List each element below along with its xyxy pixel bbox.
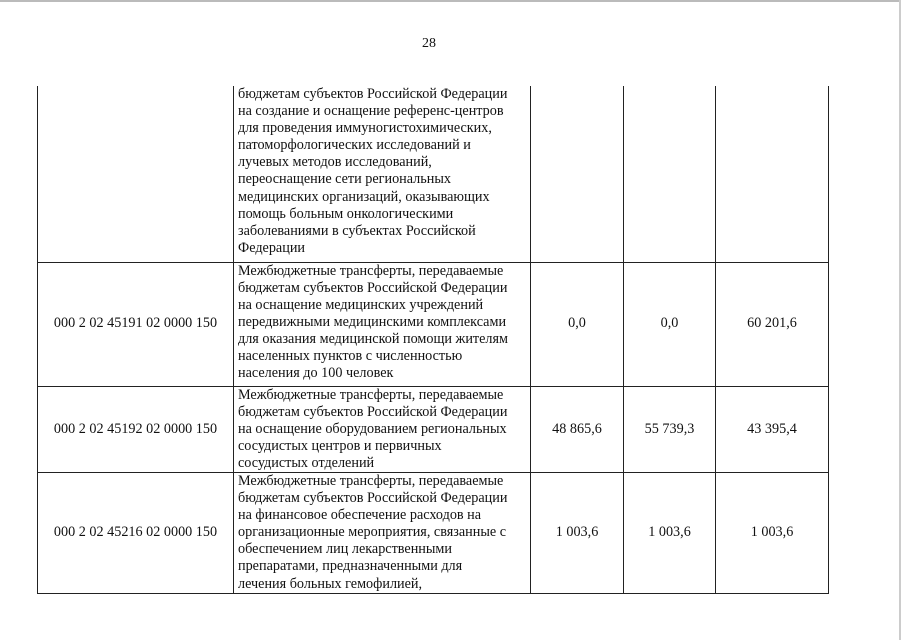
row-value-2: 0,0 xyxy=(624,262,716,386)
row-description: Межбюджетные трансферты, передаваемые бюджетам субъектов Российской Федерации на финансовое обеспечение расходов на организационные мероприятия, связанные с обеспечением лиц лекарственными препаратами, предназначенными для лечения больных гемофилией, xyxy=(234,472,531,593)
row-description: бюджетам субъектов Российской Федерации на создание и оснащение референс-центров для проведения иммуногистохимических, патоморфологических исследований и лучевых методов исследований, переоснащение сети региональных медицинских организаций, оказывающих помощь больным онкологическими заболеваниями в субъектах Российской Федерации xyxy=(234,86,531,262)
row-value-1: 48 865,6 xyxy=(531,386,624,472)
row-value-3: 1 003,6 xyxy=(716,472,829,593)
table-row xyxy=(38,472,829,593)
row-value-3: 43 395,4 xyxy=(716,386,829,472)
table-row xyxy=(38,262,829,386)
row-value-2: 1 003,6 xyxy=(624,472,716,593)
row-value-1: 0,0 xyxy=(531,262,624,386)
row-description: Межбюджетные трансферты, передаваемые бюджетам субъектов Российской Федерации на оснащение медицинских учреждений передвижными медицинскими комплексами для оказания медицинской помощи жителям населенных пунктов с численностью населения до 100 человек xyxy=(234,262,531,386)
scan-edge-top xyxy=(0,0,901,2)
row-value-1 xyxy=(531,86,624,262)
table-row xyxy=(38,386,829,472)
row-code: 000 2 02 45216 02 0000 150 xyxy=(38,472,234,593)
row-value-1: 1 003,6 xyxy=(531,472,624,593)
page-number: 28 xyxy=(422,36,436,51)
row-description: Межбюджетные трансферты, передаваемые бюджетам субъектов Российской Федерации на оснащение оборудованием региональных сосудистых центров и первичных сосудистых отделений xyxy=(234,386,531,472)
row-value-2: 55 739,3 xyxy=(624,386,716,472)
row-value-3 xyxy=(716,86,829,262)
row-code: 000 2 02 45191 02 0000 150 xyxy=(38,262,234,386)
row-value-2 xyxy=(624,86,716,262)
row-value-3: 60 201,6 xyxy=(716,262,829,386)
table-row xyxy=(38,86,829,262)
budget-table xyxy=(37,86,829,594)
row-code: 000 2 02 45192 02 0000 150 xyxy=(38,386,234,472)
row-code xyxy=(38,86,234,262)
